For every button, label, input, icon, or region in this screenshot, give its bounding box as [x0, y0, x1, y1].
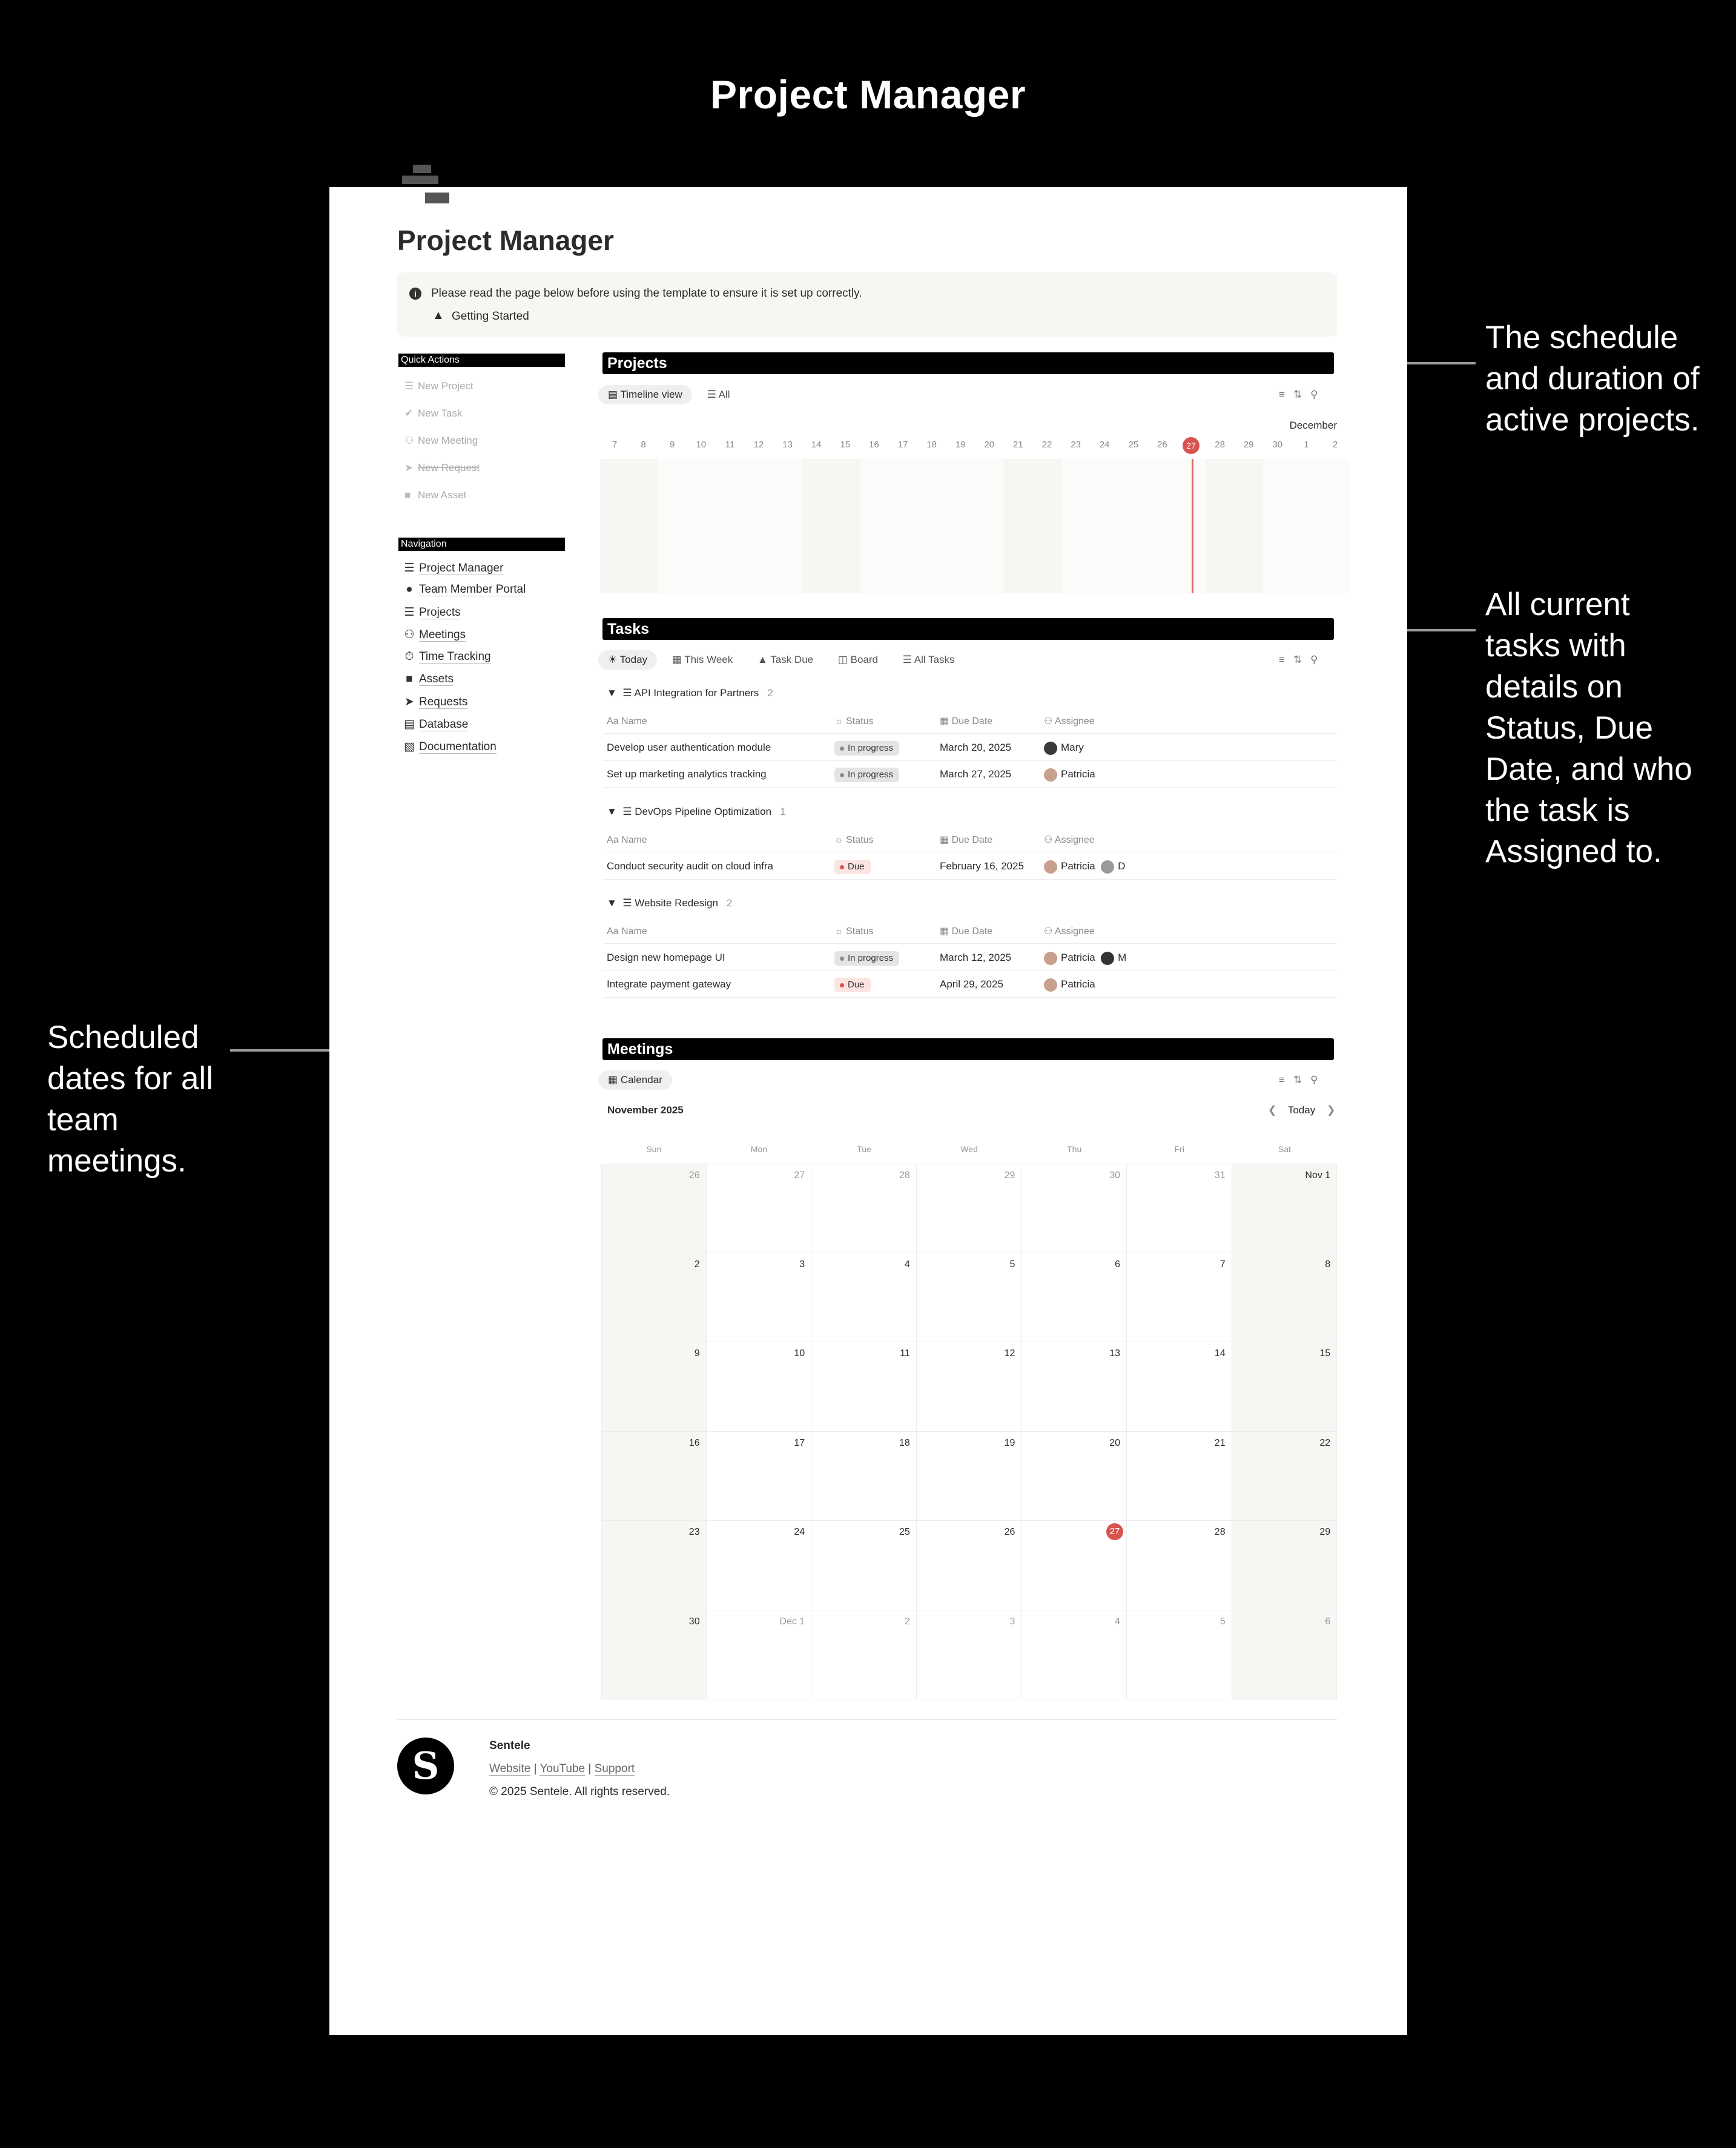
tab-all-tasks[interactable]: ☰ All Tasks — [902, 654, 955, 665]
timeline-column — [831, 459, 860, 593]
calendar-weekday: Wed — [960, 1144, 978, 1154]
calendar-day-number: 19 — [1004, 1437, 1015, 1448]
calendar-day-number: Nov 1 — [1305, 1170, 1331, 1181]
calendar-day-cell[interactable] — [601, 1164, 707, 1253]
calendar-day-cell[interactable] — [1127, 1521, 1232, 1610]
calendar-day-cell[interactable] — [811, 1521, 917, 1610]
calendar-day-number: 29 — [1319, 1527, 1331, 1537]
avatar — [1101, 860, 1114, 874]
calendar-day-cell[interactable] — [601, 1342, 707, 1432]
calendar-day-cell[interactable] — [1232, 1164, 1338, 1253]
calendar-day-cell[interactable] — [601, 1610, 707, 1700]
calendar-day-number: 26 — [1004, 1527, 1015, 1537]
calendar-day-cell[interactable] — [1127, 1164, 1232, 1253]
timeline-column — [716, 459, 745, 593]
calendar-day-cell[interactable] — [917, 1253, 1022, 1343]
tab-all[interactable]: ☰ All — [707, 389, 730, 400]
calendar-day-number: 25 — [899, 1527, 910, 1537]
timeline-day-label: 7 — [612, 440, 618, 450]
calendar-day-number: 16 — [688, 1437, 700, 1448]
calendar-day-number: 23 — [688, 1527, 700, 1537]
calendar-month: November 2025 — [607, 1104, 684, 1116]
task-group-toggle[interactable]: ▼ ☰ API Integration for Partners 2 — [607, 687, 773, 699]
text-icon: Aa — [607, 716, 622, 726]
timeline-column — [975, 459, 1004, 593]
timeline-column — [1119, 459, 1148, 593]
nav-time-tracking[interactable]: ⏱ Time Tracking — [400, 650, 491, 664]
nav-team-member-portal[interactable]: ● Team Member Portal — [400, 583, 526, 596]
status-badge: In progress — [834, 951, 899, 966]
timeline-column — [1032, 459, 1061, 593]
timeline-day-label: 9 — [670, 440, 675, 450]
navigation-label: Navigation — [398, 538, 565, 551]
timeline-day-label: 15 — [840, 440, 851, 450]
timeline-day-label: 2 — [1332, 440, 1338, 450]
caret-down-icon: ▼ — [607, 806, 623, 817]
footer-divider — [397, 1719, 1337, 1720]
timeline-day-label: 8 — [641, 440, 646, 450]
calendar-day-number: 26 — [688, 1170, 700, 1181]
calendar-day-number: 4 — [1115, 1616, 1120, 1627]
table-row[interactable]: Develop user authentication module In progress March 20, 2025 Mary — [603, 734, 1337, 761]
timeline-day-label: 22 — [1041, 440, 1052, 450]
nav-database[interactable]: ▤ Database — [400, 717, 468, 731]
project-icon: ☰ — [622, 806, 635, 817]
timeline-day-label: 10 — [696, 440, 707, 450]
people-icon: ⚇ — [1044, 926, 1055, 937]
avatar — [1044, 860, 1057, 874]
calendar-day-cell[interactable] — [1127, 1432, 1232, 1521]
new-asset-button[interactable]: ■ New Asset — [404, 489, 467, 501]
meetings-toolbar — [1279, 1074, 1327, 1086]
status-icon: ☼ — [834, 716, 847, 726]
calendar-day-number: 21 — [1214, 1437, 1226, 1448]
timeline-day-label: 1 — [1304, 440, 1309, 450]
footer-brand: Sentele — [489, 1739, 530, 1752]
calendar-weekday: Fri — [1174, 1144, 1184, 1154]
calendar-day-number: 9 — [694, 1348, 700, 1359]
calendar-day-number: 18 — [899, 1437, 910, 1448]
table-row[interactable]: Conduct security audit on cloud infra Due February 16, 2025 Patricia D — [603, 853, 1337, 880]
calendar-day-cell[interactable] — [1232, 1432, 1338, 1521]
today-button[interactable]: Today — [1287, 1104, 1316, 1116]
calendar-day-number: 11 — [900, 1348, 910, 1359]
project-icon: ☰ — [622, 897, 635, 909]
timeline-column — [1321, 459, 1350, 593]
tasks-view-tabs — [598, 650, 967, 670]
nav-documentation[interactable]: ▧ Documentation — [400, 740, 497, 754]
new-task-button[interactable]: ✔ New Task — [404, 407, 463, 419]
calendar-day-number: 15 — [1319, 1348, 1331, 1359]
calendar-day-cell[interactable] — [917, 1342, 1022, 1432]
calendar-icon: ▦ — [940, 716, 952, 726]
calendar-day-number: 24 — [794, 1527, 805, 1537]
projects-section-title: Projects — [602, 352, 1334, 374]
sentele-logo: S — [397, 1738, 454, 1794]
tasks-section-title: Tasks — [602, 618, 1334, 640]
tab-today[interactable]: ☀ Today — [598, 650, 657, 670]
calendar-day-cell[interactable] — [917, 1164, 1022, 1253]
calendar-day-cell[interactable] — [917, 1521, 1022, 1610]
send-icon: ➤ — [404, 696, 414, 708]
calendar-icon: ▦ — [608, 1074, 621, 1086]
calendar-icon: ▦ — [672, 654, 685, 665]
calendar-day-cell[interactable] — [811, 1610, 917, 1700]
status-badge: Due — [834, 978, 871, 992]
calendar-weekday: Mon — [750, 1144, 767, 1154]
calendar-day-number: 5 — [1219, 1616, 1226, 1627]
project-icon: ☰ — [404, 606, 415, 619]
tasks-toolbar — [1279, 654, 1327, 666]
timeline-month: December — [1289, 420, 1337, 431]
new-meeting-button[interactable]: ⚇ New Meeting — [404, 435, 478, 446]
avatar — [1044, 978, 1057, 992]
calendar-day-number: 2 — [694, 1259, 700, 1270]
annotation-tasks: All current tasks with details on Status, Due Date, and who the task is Assigned to. — [1485, 587, 1692, 869]
avatar — [1044, 742, 1057, 755]
calendar-day-number: 20 — [1109, 1437, 1120, 1448]
calendar-day-number: 31 — [1214, 1170, 1226, 1181]
calendar-day-number: 10 — [794, 1348, 805, 1359]
website-link[interactable]: Website — [489, 1762, 531, 1775]
annotation-projects: The schedule and duration of active projects. — [1485, 320, 1700, 438]
calendar-weekday: Sat — [1278, 1144, 1291, 1154]
calendar-day-number: 3 — [799, 1259, 805, 1270]
calendar-day-cell[interactable] — [1232, 1342, 1338, 1432]
annotation-meetings: Scheduled dates for all team meetings. — [47, 1020, 213, 1179]
calendar-day-cell[interactable] — [601, 1521, 707, 1610]
calendar-day-number: 4 — [904, 1259, 910, 1270]
meetings-view-tabs — [598, 1070, 675, 1090]
caret-down-icon: ▼ — [607, 687, 623, 699]
quick-actions-label: Quick Actions — [398, 354, 565, 367]
database-icon: ▤ — [404, 718, 415, 731]
calendar-day-cell[interactable] — [1021, 1521, 1127, 1610]
calendar-day-cell[interactable] — [707, 1253, 812, 1343]
calendar-day-cell[interactable] — [1127, 1610, 1232, 1700]
timeline-day-label: 24 — [1099, 440, 1110, 450]
project-icon: ☰ — [622, 687, 635, 699]
timeline-column — [658, 459, 687, 593]
timeline-column — [1004, 459, 1033, 593]
calendar-day-cell[interactable] — [811, 1164, 917, 1253]
timeline-column — [1090, 459, 1119, 593]
folder-icon: ■ — [404, 489, 411, 501]
stopwatch-icon: ⏱ — [404, 650, 414, 663]
timeline-day-label: 16 — [869, 440, 879, 450]
calendar-day-number: 5 — [1009, 1259, 1015, 1270]
text-icon: Aa — [607, 835, 622, 845]
info-icon: i — [409, 288, 421, 300]
youtube-link[interactable]: YouTube — [540, 1762, 586, 1775]
check-circle-icon: ✔ — [404, 407, 414, 419]
send-icon: ➤ — [404, 462, 414, 473]
timeline-day-label: 12 — [753, 440, 764, 450]
avatar — [1044, 768, 1057, 782]
timeline-day-label: 30 — [1272, 440, 1283, 450]
calendar-day-cell[interactable] — [811, 1253, 917, 1343]
status-icon: ☼ — [834, 926, 847, 937]
tab-calendar[interactable]: ▦ Calendar — [598, 1070, 672, 1090]
timeline-day-label: 13 — [782, 440, 793, 450]
callout-message: Please read the page below before using the template to ensure it is set up correctly. — [431, 287, 862, 300]
status-badge: Due — [834, 860, 871, 874]
timeline-day-label: 26 — [1157, 440, 1167, 450]
avatar — [1044, 952, 1057, 965]
timeline-column — [802, 459, 831, 593]
timeline-column — [1292, 459, 1321, 593]
search-icon[interactable]: ⚲ — [1310, 1074, 1327, 1086]
hero-title: Project Manager — [710, 72, 1026, 117]
new-request-button[interactable]: ➤ New Request — [404, 462, 480, 473]
timeline-column — [1234, 459, 1263, 593]
calendar-day-number: 30 — [688, 1616, 700, 1627]
nav-assets[interactable]: ■ Assets — [400, 673, 454, 686]
task-table-header: Aa Name ☼ Status ▦ Due Date ⚇ Assignee — [603, 828, 1337, 852]
tab-this-week[interactable]: ▦ This Week — [672, 654, 733, 665]
tab-task-due[interactable]: ▲ Task Due — [757, 654, 814, 665]
calendar-day-cell[interactable] — [917, 1432, 1022, 1521]
calendar-day-cell[interactable] — [601, 1253, 707, 1343]
calendar-day-cell[interactable] — [1021, 1610, 1127, 1700]
timeline-day-label: 23 — [1071, 440, 1081, 450]
chevron-right-icon[interactable]: ❯ — [1327, 1104, 1336, 1116]
timeline-column — [946, 459, 975, 593]
calendar-day-number: 22 — [1319, 1437, 1331, 1448]
timeline-column — [744, 459, 773, 593]
timeline-day-label: 28 — [1215, 440, 1225, 450]
page-title: Project Manager — [397, 225, 614, 256]
meetings-section-title: Meetings — [602, 1038, 1334, 1060]
people-icon: ⚇ — [1044, 716, 1055, 726]
calendar-day-number: 6 — [1325, 1616, 1331, 1627]
timeline-day-label: 25 — [1128, 440, 1139, 450]
calendar-day-cell[interactable] — [1127, 1342, 1232, 1432]
calendar-day-number: 3 — [1009, 1616, 1015, 1627]
calendar-day-cell[interactable] — [707, 1432, 812, 1521]
timeline-day-label: 14 — [811, 440, 822, 450]
calendar-day-number: 17 — [794, 1437, 805, 1448]
chevron-left-icon[interactable]: ❮ — [1268, 1104, 1277, 1116]
sort-icon[interactable]: ⇅ — [1293, 1074, 1311, 1086]
filter-icon[interactable]: ≡ — [1279, 1074, 1293, 1086]
timeline-today-marker: 27 — [1183, 437, 1200, 454]
calendar-nav — [1268, 1104, 1335, 1116]
calendar-day-cell[interactable] — [707, 1610, 812, 1700]
timeline-column — [1206, 459, 1235, 593]
timeline-day-label: 21 — [1013, 440, 1023, 450]
calendar-day-number: 28 — [899, 1170, 910, 1181]
calendar-day-number: 2 — [904, 1616, 910, 1627]
timeline-column — [917, 459, 946, 593]
calendar-day-cell[interactable] — [1232, 1521, 1338, 1610]
calendar-day-cell[interactable] — [1021, 1342, 1127, 1432]
rocket-icon: ▲ — [432, 309, 444, 322]
calendar-day-cell[interactable] — [1232, 1253, 1338, 1343]
calendar-day-cell[interactable] — [1127, 1253, 1232, 1343]
task-group-toggle[interactable]: ▼ ☰ DevOps Pipeline Optimization 1 — [607, 806, 786, 817]
calendar-day-cell[interactable] — [811, 1342, 917, 1432]
nav-meetings[interactable]: ⚇ Meetings — [400, 628, 466, 642]
board-icon: ◫ — [837, 654, 851, 665]
timeline-today-line — [1192, 459, 1193, 593]
calendar-day-number: 27 — [794, 1170, 805, 1181]
people-icon: ⚇ — [404, 628, 415, 641]
projects-toolbar — [1279, 389, 1327, 401]
calendar-weekday: Thu — [1067, 1144, 1082, 1154]
calendar-day-cell[interactable] — [707, 1521, 812, 1610]
calendar-weekday: Sun — [646, 1144, 662, 1154]
calendar-day-number: 30 — [1109, 1170, 1120, 1181]
calendar-day-cell[interactable] — [707, 1342, 812, 1432]
tab-timeline-view[interactable]: ▤ Timeline view — [598, 385, 692, 404]
timeline-column — [860, 459, 889, 593]
calendar-icon: ▦ — [940, 926, 952, 937]
projects-timeline[interactable] — [601, 418, 1337, 593]
timeline-column — [1177, 459, 1206, 593]
status-icon: ☼ — [834, 835, 847, 845]
timeline-icon: ▤ — [608, 389, 621, 400]
table-row[interactable]: Set up marketing analytics tracking In progress March 27, 2025 Patricia — [603, 761, 1337, 788]
status-badge: In progress — [834, 741, 899, 756]
task-table-header: Aa Name ☼ Status ▦ Due Date ⚇ Assignee — [603, 710, 1337, 734]
calendar-day-cell[interactable] — [1021, 1253, 1127, 1343]
sun-icon: ☀ — [608, 654, 620, 665]
page-logo-icon — [402, 165, 451, 207]
calendar-day-number: 27 — [1106, 1523, 1123, 1540]
calendar-day-number: 6 — [1115, 1259, 1120, 1270]
calendar-day-cell[interactable] — [811, 1432, 917, 1521]
calendar-day-number: 28 — [1214, 1527, 1226, 1537]
timeline-column — [1148, 459, 1177, 593]
timeline-column — [629, 459, 658, 593]
people-icon: ⚇ — [404, 435, 414, 446]
calendar-day-number: 29 — [1004, 1170, 1015, 1181]
getting-started-link[interactable]: Getting Started — [452, 310, 529, 323]
calendar-day-cell[interactable] — [1021, 1432, 1127, 1521]
timeline-day-label: 11 — [725, 440, 735, 450]
search-icon[interactable]: ⚲ — [1310, 389, 1327, 400]
filter-icon[interactable]: ≡ — [1279, 654, 1293, 665]
timeline-day-label: 17 — [897, 440, 908, 450]
calendar-icon: ▦ — [940, 835, 952, 845]
support-link[interactable]: Support — [594, 1762, 635, 1775]
calendar-day-cell[interactable] — [917, 1610, 1022, 1700]
calendar-day-number: 7 — [1219, 1259, 1226, 1270]
new-project-button[interactable]: ☰ New Project — [404, 380, 474, 392]
status-badge: In progress — [834, 768, 899, 782]
nav-project-manager[interactable]: ☰ Project Manager — [400, 561, 503, 575]
project-icon: ☰ — [404, 380, 414, 392]
sort-icon[interactable]: ⇅ — [1293, 389, 1311, 400]
avatar — [1101, 952, 1114, 965]
calendar-day-cell[interactable] — [1232, 1610, 1338, 1700]
task-group-toggle[interactable]: ▼ ☰ Website Redesign 2 — [607, 897, 733, 909]
timeline-day-label: 19 — [955, 440, 966, 450]
timeline-day-label: 20 — [984, 440, 995, 450]
calendar-day-number: Dec 1 — [779, 1616, 805, 1627]
calendar-day-number: 14 — [1214, 1348, 1226, 1359]
calendar-day-cell[interactable] — [1021, 1164, 1127, 1253]
nav-projects[interactable]: ☰ Projects — [400, 605, 461, 619]
timeline-day-label: 29 — [1243, 440, 1254, 450]
nav-requests[interactable]: ➤ Requests — [400, 695, 467, 709]
task-table-header: Aa Name ☼ Status ▦ Due Date ⚇ Assignee — [603, 920, 1337, 944]
filter-icon[interactable]: ≡ — [1279, 389, 1293, 400]
calendar-weekday: Tue — [857, 1144, 871, 1154]
timeline-column — [600, 459, 629, 593]
person-icon: ● — [406, 583, 413, 596]
table-row[interactable]: Integrate payment gateway Due April 29, 2025 Patricia — [603, 971, 1337, 998]
caret-down-icon: ▼ — [607, 897, 623, 909]
footer-copyright: © 2025 Sentele. All rights reserved. — [489, 1785, 670, 1798]
search-icon[interactable]: ⚲ — [1310, 654, 1327, 665]
calendar-day-number: 12 — [1004, 1348, 1015, 1359]
timeline-day-label: 18 — [926, 440, 937, 450]
timeline-column — [888, 459, 917, 593]
timeline-column — [1263, 459, 1292, 593]
text-icon: Aa — [607, 926, 622, 937]
sort-icon[interactable]: ⇅ — [1293, 654, 1311, 665]
calendar-day-cell[interactable] — [707, 1164, 812, 1253]
project-icon: ☰ — [404, 562, 415, 575]
timeline-column — [1061, 459, 1091, 593]
calendar-day-number: 8 — [1325, 1259, 1331, 1270]
projects-view-tabs — [598, 385, 742, 404]
table-row[interactable]: Design new homepage UI In progress March 12, 2025 Patricia M — [603, 944, 1337, 971]
calendar-day-number: 13 — [1109, 1348, 1120, 1359]
warning-icon: ▲ — [757, 654, 771, 665]
list-icon: ☰ — [707, 389, 719, 400]
list-icon: ☰ — [902, 654, 914, 665]
timeline-column — [687, 459, 716, 593]
calendar-day-cell[interactable] — [601, 1432, 707, 1521]
timeline-column — [773, 459, 802, 593]
folder-icon: ■ — [406, 673, 413, 685]
callout — [397, 272, 1337, 337]
footer-links: Website | YouTube | Support — [489, 1762, 635, 1775]
people-icon: ⚇ — [1044, 835, 1055, 845]
book-icon: ▧ — [404, 740, 415, 753]
tab-board[interactable]: ◫ Board — [837, 654, 879, 665]
